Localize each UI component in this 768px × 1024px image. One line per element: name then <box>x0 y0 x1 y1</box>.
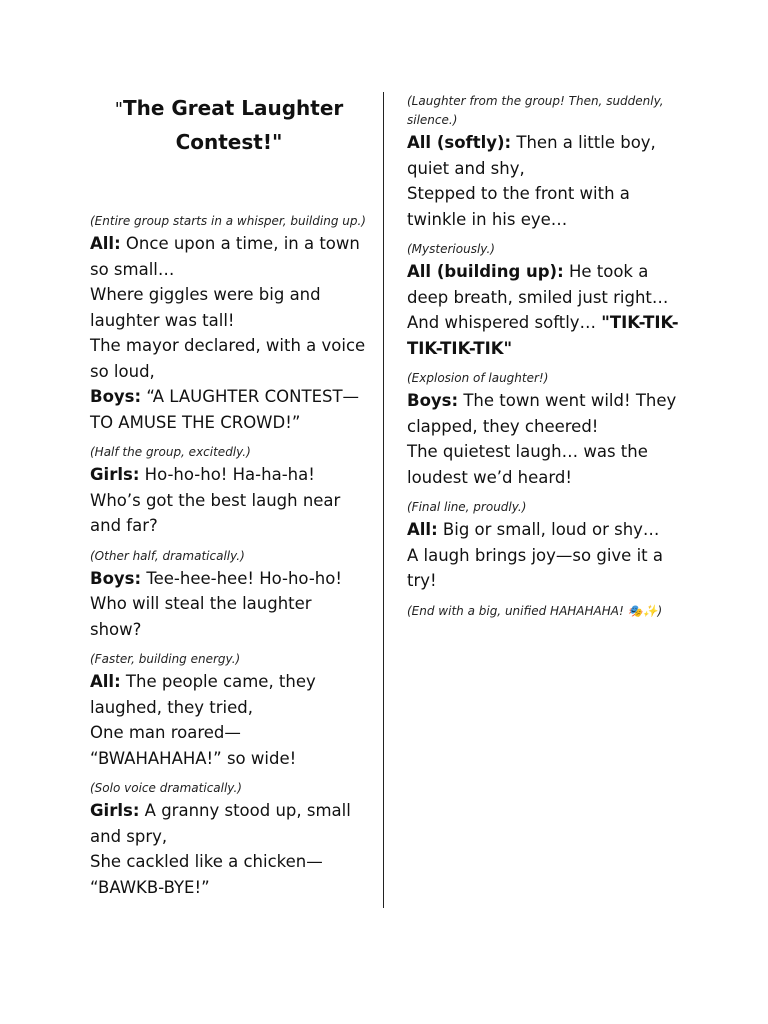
line-text: “BWAHAHAHA!” so wide! <box>90 748 297 768</box>
script-line <box>407 130 687 181</box>
line-text: She cackled like a chicken— <box>90 852 323 871</box>
script-line <box>90 798 368 849</box>
title-line-1: The Great Laughter <box>122 96 344 120</box>
speaker-label: Boys: <box>90 568 142 588</box>
page-title <box>90 92 368 158</box>
line-text: The quietest laugh… was the loudest we’d heard! <box>407 442 648 487</box>
line-text: The mayor declared, with a voice so loud, <box>90 336 366 381</box>
line-text: One man roared— <box>90 723 241 742</box>
line-text: Where giggles were big and laughter was tall! <box>90 285 321 330</box>
line-text: Stepped to the front with a twinkle in his eye… <box>407 184 630 229</box>
line-text: Tee-hee-hee! Ho-ho-ho! <box>141 568 342 588</box>
script-section <box>407 498 687 594</box>
left-column <box>90 92 368 908</box>
line-text: The people came, they laughed, they tried, <box>90 672 316 717</box>
stage-direction: (Faster, building energy.) <box>90 652 241 666</box>
script-section <box>407 92 687 232</box>
script-line <box>90 488 368 539</box>
script-line <box>90 231 368 282</box>
title-line-2: Contest!" <box>175 130 283 154</box>
speaker-label: All: <box>90 672 121 691</box>
stage-direction: (Laughter from the group! Then, suddenly, silence.) <box>407 94 664 127</box>
speaker-label: All (softly): <box>407 133 512 152</box>
speaker-label: Girls: <box>90 465 140 484</box>
script-line <box>90 746 368 772</box>
speaker-label: All: <box>407 520 438 539</box>
line-text: He took a deep breath, smiled just right… <box>407 262 669 307</box>
script-section <box>90 212 368 435</box>
script-line <box>90 462 368 488</box>
line-text: Once upon a time, in a town so small… <box>90 234 360 279</box>
script-line <box>90 849 368 875</box>
script-line <box>407 517 687 543</box>
tik-tik-text: "TIK-TIK-TIK-TIK-TIK" <box>407 313 679 358</box>
speaker-label: Boys: <box>407 391 459 410</box>
stage-direction: (Explosion of laughter!) <box>407 371 549 385</box>
script-section <box>407 369 687 490</box>
speaker-label: Girls: <box>90 801 140 820</box>
line-text: “A LAUGHTER CONTEST—TO AMUSE THE CROWD!” <box>90 387 360 432</box>
script-line <box>90 333 368 384</box>
line-text: A laugh brings joy—so give it a try! <box>407 545 663 590</box>
script-section <box>90 443 368 539</box>
script-line <box>407 310 687 361</box>
stage-direction: (Entire group starts in a whisper, building up.) <box>90 214 366 228</box>
script-line <box>407 543 687 594</box>
line-text: Who’s got the best laugh near and far? <box>90 490 341 535</box>
script-line <box>90 566 368 592</box>
line-text: Who will steal the laughter show? <box>90 594 312 639</box>
speaker-label: All (building up): <box>407 262 564 281</box>
line-text: “BAWKB-BYE!” <box>90 877 210 897</box>
script-section <box>90 650 368 771</box>
stage-direction: (Solo voice dramatically.) <box>90 781 242 795</box>
stage-direction: (End with a big, unified HAHAHAHA! 🎭✨) <box>407 603 663 618</box>
line-text: The town went wild! They clapped, they cheered! <box>407 391 677 436</box>
script-line <box>407 388 687 439</box>
speaker-label: Boys: <box>90 387 142 406</box>
line-text: Big or small, loud or shy… <box>437 520 660 539</box>
stage-direction: (Final line, proudly.) <box>407 500 527 514</box>
column-divider <box>383 92 384 908</box>
script-section <box>407 240 687 361</box>
script-line <box>90 875 368 901</box>
line-text: Ho-ho-ho! Ha-ha-ha! <box>139 465 315 484</box>
script-line <box>407 181 687 232</box>
title-quote-mark: " <box>114 99 123 120</box>
stage-direction: (Other half, dramatically.) <box>90 548 245 563</box>
script-line <box>407 259 687 310</box>
line-text: A granny stood up, small and spry, <box>90 801 351 846</box>
line-text: Then a little boy, quiet and shy, <box>407 133 656 178</box>
script-section <box>407 602 687 621</box>
script-line <box>90 282 368 333</box>
script-line <box>90 591 368 642</box>
script-section <box>90 547 368 643</box>
stage-direction: (Half the group, excitedly.) <box>90 445 251 459</box>
script-line <box>407 439 687 490</box>
speaker-label: All: <box>90 234 121 253</box>
script-section <box>90 779 368 900</box>
script-line <box>90 720 368 746</box>
script-line <box>90 669 368 720</box>
stage-direction: (Mysteriously.) <box>407 242 495 256</box>
right-column <box>407 92 687 629</box>
script-line <box>90 384 368 435</box>
line-text: And whispered softly… <box>407 313 602 332</box>
